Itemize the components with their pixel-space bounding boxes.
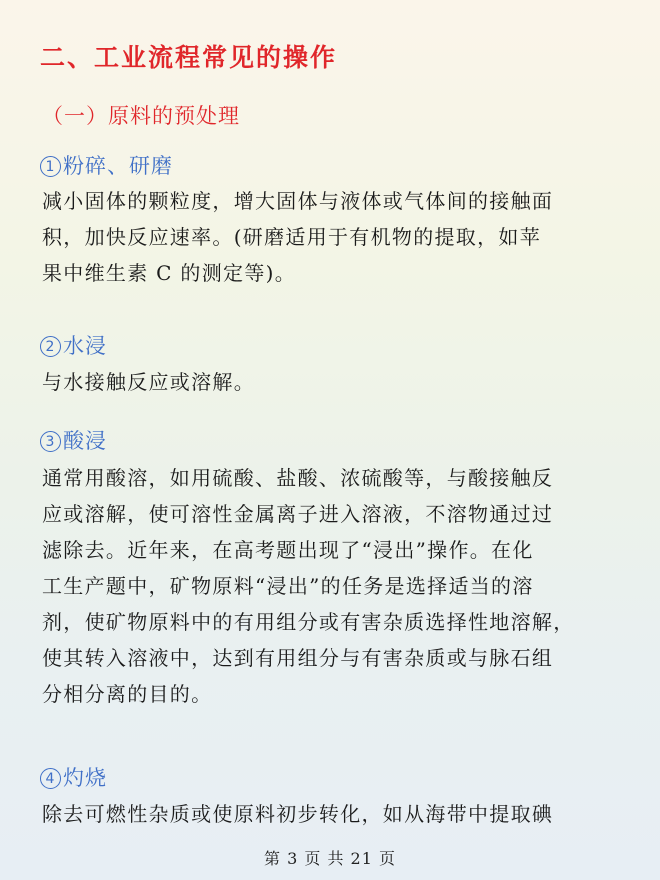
circled-number-3: 3: [40, 431, 61, 452]
item-heading-4: [40, 762, 107, 792]
item-heading-2: [40, 330, 107, 360]
subsection-heading: （一）原料的预处理: [42, 104, 240, 128]
body-line: 滤除去。近年来，在高考题出现了“浸出”操作。在化: [42, 538, 534, 562]
item-body-2: [42, 364, 628, 400]
body-line: 分相分离的目的。: [42, 682, 213, 706]
item-title-3: 酸浸: [63, 429, 107, 453]
body-line: 工生产题中，矿物原料“浸出”的任务是选择适当的溶: [42, 574, 534, 598]
body-line: 除去可燃性杂质或使原料初步转化，如从海带中提取碘: [42, 802, 554, 826]
circled-number-4: 4: [40, 768, 61, 789]
body-line: 剂，使矿物原料中的有用组分或有害杂质选择性地溶解，: [42, 610, 575, 634]
item-body-1: [42, 183, 628, 291]
body-line: 通常用酸溶，如用硫酸、盐酸、浓硫酸等，与酸接触反: [42, 466, 554, 490]
item-title-1: 粉碎、研磨: [63, 154, 173, 178]
body-line: 应或溶解，使可溶性金属离子进入溶液，不溶物通过过: [42, 502, 554, 526]
page-footer: 第 3 页 共 21 页: [264, 849, 396, 868]
body-line: 与水接触反应或溶解。: [42, 370, 255, 394]
item-heading-3: [40, 425, 107, 455]
body-line: 使其转入溶液中，达到有用组分与有害杂质或与脉石组: [42, 646, 554, 670]
item-body-4: [42, 796, 628, 832]
circled-number-2: 2: [40, 336, 61, 357]
item-title-2: 水浸: [63, 334, 107, 358]
item-body-3: [42, 460, 628, 712]
item-title-4: 灼烧: [63, 766, 107, 790]
section-heading: 二、工业流程常见的操作: [40, 43, 338, 72]
circled-number-1: 1: [40, 156, 61, 177]
item-heading-1: [40, 150, 173, 180]
body-line: 减小固体的颗粒度，增大固体与液体或气体间的接触面: [42, 189, 554, 213]
body-line: 果中维生素 C 的测定等)。: [42, 261, 297, 285]
body-line: 积，加快反应速率。(研磨适用于有机物的提取，如苹: [42, 225, 542, 249]
